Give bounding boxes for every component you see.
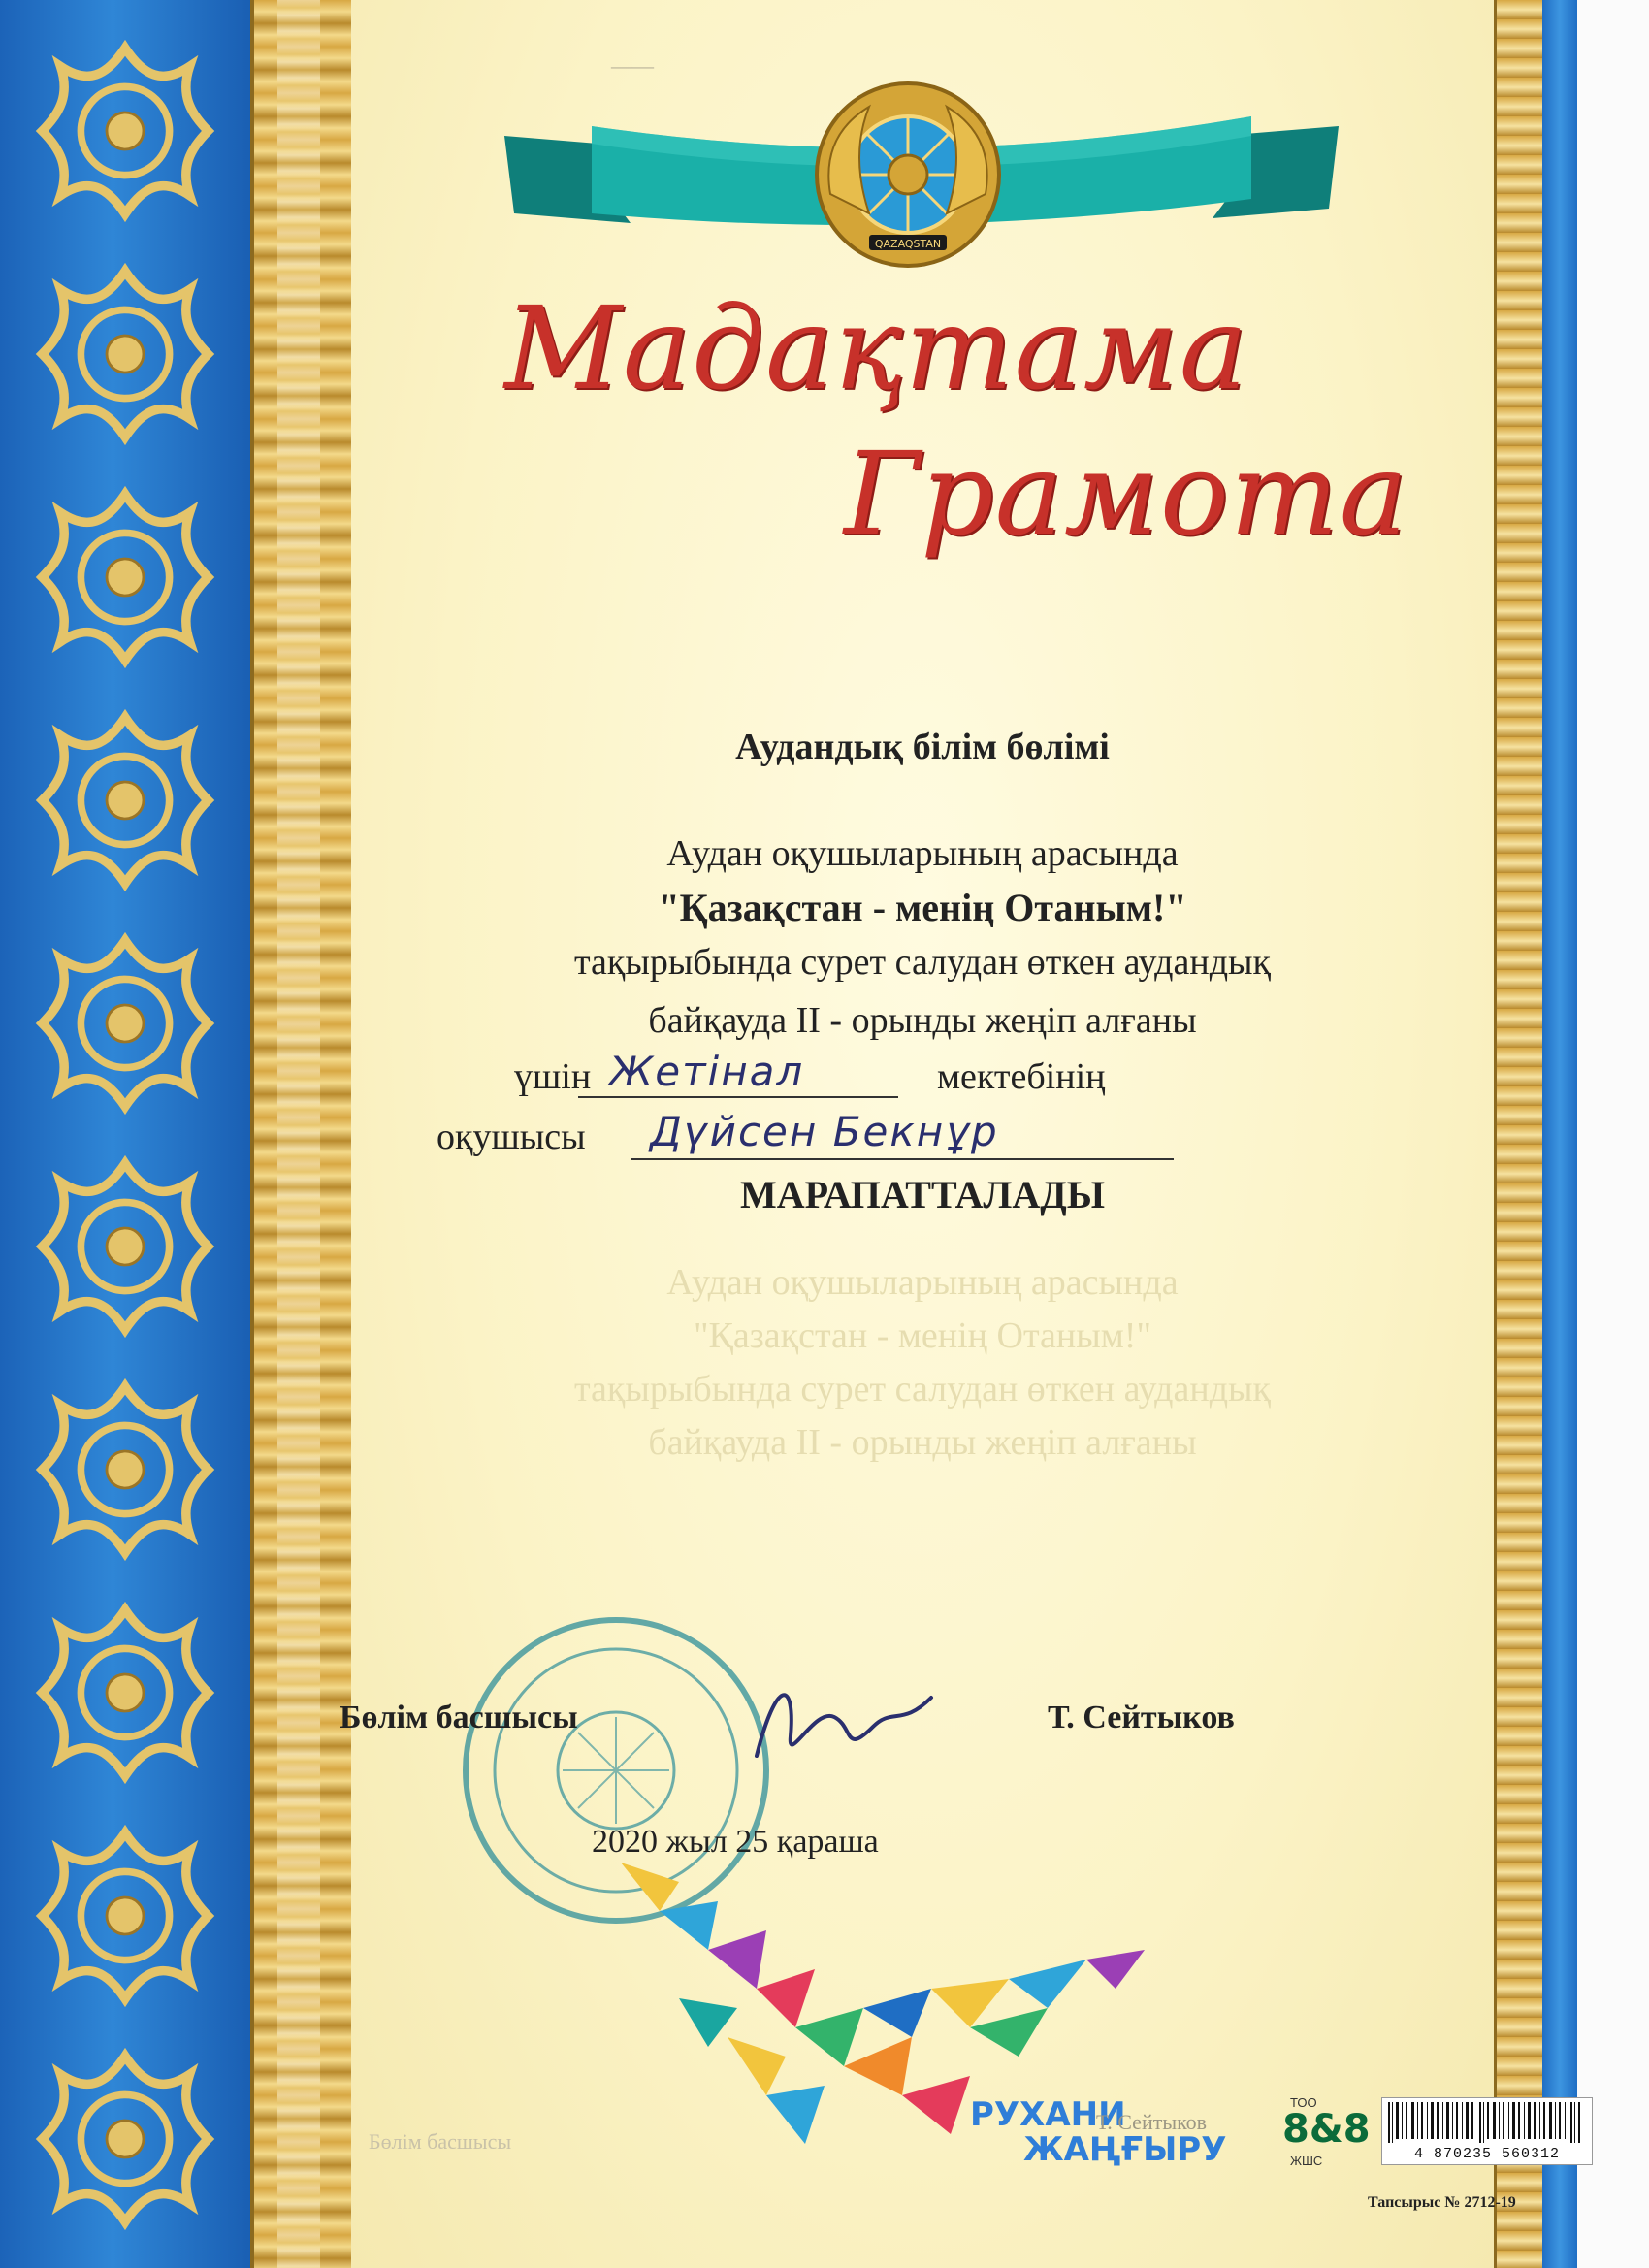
ornament-icon (33, 1824, 217, 2008)
emblem-caption: QAZAQSTAN (874, 238, 942, 250)
handwritten-signature (737, 1669, 951, 1775)
right-margin (1577, 0, 1649, 2268)
bleed-through-signatory: Т. Сейтыков (1096, 2110, 1208, 2134)
student-handwritten: Дүйсен Бекнұр (650, 1108, 999, 1155)
school-handwritten: Жетінал (609, 1048, 805, 1095)
bleed-through-line: Аудан оқушыларының арасында (666, 1262, 1179, 1303)
bleed-through-signature-label: Бөлім басшысы (369, 2129, 512, 2154)
ornament-icon (33, 931, 217, 1116)
ornament-icon (33, 708, 217, 892)
right-gold-border (1494, 0, 1548, 2268)
publisher-type-top: ТОО (1290, 2095, 1317, 2110)
award-text-line1: Аудан оқушыларының арасында (666, 833, 1179, 874)
program-logo-line2: ЖАҢҒЫРУ (1023, 2130, 1227, 2169)
order-number: Тапсырыс № 2712-19 (1368, 2194, 1516, 2211)
signature-label: Бөлім басшысы (340, 1700, 578, 1735)
ornament-icon (33, 1377, 217, 1562)
signatory-name: Т. Сейтыков (1048, 1700, 1235, 1735)
school-suffix: мектебінің (937, 1056, 1106, 1097)
right-blue-border (1542, 0, 1577, 2268)
ornament-icon (33, 2047, 217, 2231)
publisher-logo: 8&8 (1282, 2107, 1371, 2152)
student-prefix: оқушысы (436, 1117, 586, 1157)
certificate-title-line1: Мадақтама (504, 281, 1249, 415)
department-name: Аудандық білім бөлімі (735, 727, 1110, 767)
school-prefix: үшін (514, 1056, 592, 1097)
awarded-heading: МАРАПАТТАЛАДЫ (739, 1173, 1106, 1216)
award-text-line3: тақырыбында сурет салудан өткен аудандық (573, 942, 1272, 983)
ornament-icon (33, 262, 217, 446)
contest-title: "Қазақстан - менің Отаным!" (658, 886, 1187, 929)
left-gold-border (250, 0, 355, 2268)
faint-handwriting: —— (611, 53, 654, 78)
certificate-title-line2: Грамота (844, 427, 1409, 561)
ornament-icon (33, 485, 217, 669)
award-text-line4: байқауда ІІ - орынды жеңіп алғаны (648, 1000, 1197, 1041)
left-ornament-band (0, 0, 250, 2268)
bleed-through-line: тақырыбында сурет салудан өткен аудандық (573, 1369, 1272, 1409)
barcode-number: 4 870235 560312 (1413, 2146, 1561, 2162)
barcode-icon (1382, 2098, 1592, 2145)
ornament-icon (33, 1154, 217, 1339)
publisher-type-bottom: ЖШС (1290, 2154, 1323, 2168)
program-logo-line1: РУХАНИ (970, 2095, 1126, 2134)
bleed-through-line: байқауда ІІ - орынды жеңіп алғаны (648, 1422, 1197, 1463)
ornament-icon (33, 39, 217, 223)
issue-date: 2020 жыл 25 қараша (592, 1824, 879, 1860)
ornament-icon (33, 1601, 217, 1785)
bleed-through-line: "Қазақстан - менің Отаным!" (694, 1315, 1151, 1356)
kazakhstan-emblem-icon (811, 78, 1005, 272)
